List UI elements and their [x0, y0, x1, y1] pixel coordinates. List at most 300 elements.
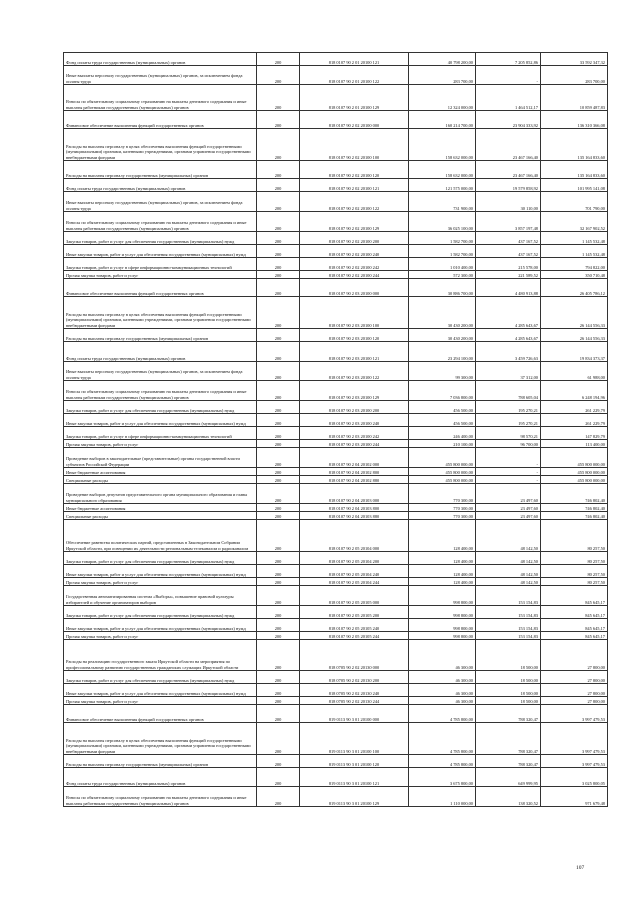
approved-amount: 46 300,00 [409, 697, 476, 705]
income-group-code: 200 [257, 258, 300, 271]
budget-classification-code: 818 0107 90 2 04 20102 000 [300, 448, 409, 468]
table-row [64, 768, 608, 787]
approved-amount: 770 300,00 [409, 504, 476, 512]
executed-amount: 788 605,04 [476, 381, 541, 401]
executed-amount: 7 205 852,86 [476, 53, 541, 66]
income-group-code: 200 [257, 586, 300, 606]
income-group-code: 200 [257, 619, 300, 632]
executed-amount: 48 142,50 [476, 552, 541, 565]
budget-classification-code: 818 0107 90 2 03 20100 240 [300, 414, 409, 427]
budget-item-name: Закупка товаров, работ и услуг для обеспечения государственных (муниципальных) нужд [64, 232, 257, 245]
unexecuted-amount: 27 800,00 [541, 671, 608, 684]
executed-amount: 215 578,00 [476, 258, 541, 271]
budget-classification-code: 818 0107 90 2 02 20100 200 [300, 232, 409, 245]
income-group-code: 200 [257, 640, 300, 671]
table-row [64, 271, 608, 279]
income-group-code: 200 [257, 606, 300, 619]
approved-amount: 1 582 700,00 [409, 245, 476, 258]
executed-amount: 37 312,00 [476, 362, 541, 381]
budget-classification-code: 818 0107 90 2 05 20104 240 [300, 565, 409, 578]
income-group-code: 200 [257, 161, 300, 179]
budget-item-name: Иные закупки товаров, работ и услуг для обеспечения государственных (муниципальных) нужд [64, 245, 257, 258]
unexecuted-amount: 1 145 532,48 [541, 245, 608, 258]
income-group-code: 200 [257, 520, 300, 552]
income-group-code: 200 [257, 66, 300, 85]
executed-amount: 48 142,50 [476, 565, 541, 578]
income-group-code: 200 [257, 697, 300, 705]
approved-amount: 4 785 800,00 [409, 723, 476, 755]
table-row [64, 440, 608, 448]
approved-amount: 455 800 000,00 [409, 468, 476, 476]
table-row [64, 232, 608, 245]
budget-classification-code: 818 0107 90 2 04 20103 000 [300, 484, 409, 504]
unexecuted-amount: 1 145 532,48 [541, 232, 608, 245]
income-group-code: 200 [257, 212, 300, 232]
table-row [64, 755, 608, 768]
income-group-code: 200 [257, 671, 300, 684]
income-group-code: 200 [257, 192, 300, 212]
unexecuted-amount: 3 025 800,05 [541, 768, 608, 787]
budget-item-name: Прочая закупка товаров, работ и услуг [64, 697, 257, 705]
budget-item-name: Специальные расходы [64, 476, 257, 484]
budget-classification-code: 819 0113 90 3 01 20100 129 [300, 787, 409, 807]
budget-item-name: Расходы на выплаты персоналу в целях обеспечения выполнения функций государственными (муниципальными) органами, казенными учреждениями, органами управления государственными внебюджетными фондами [64, 723, 257, 755]
income-group-code: 200 [257, 578, 300, 586]
unexecuted-amount: 3 997 479,53 [541, 755, 608, 768]
approved-amount: 158 632 000,00 [409, 129, 476, 161]
budget-classification-code: 818 0107 90 2 02 20100 244 [300, 271, 409, 279]
budget-classification-code: 818 0705 90 2 02 20130 240 [300, 684, 409, 697]
table-row [64, 705, 608, 723]
unexecuted-amount: 845 645,17 [541, 606, 608, 619]
table-row [64, 468, 608, 476]
unexecuted-amount: 845 645,17 [541, 632, 608, 640]
income-group-code: 200 [257, 723, 300, 755]
income-group-code: 200 [257, 768, 300, 787]
income-group-code: 200 [257, 552, 300, 565]
income-group-code: 200 [257, 414, 300, 427]
budget-classification-code: 818 0107 90 2 03 20100 122 [300, 362, 409, 381]
unexecuted-amount: 455 800 000,00 [541, 476, 608, 484]
budget-item-name: Прочая закупка товаров, работ и услуг [64, 578, 257, 586]
budget-classification-code: 818 0107 90 2 04 20102 880 [300, 476, 409, 484]
budget-item-name: Финансовое обеспечение выполнения функций государственных органов [64, 279, 257, 297]
income-group-code: 200 [257, 755, 300, 768]
table-row [64, 401, 608, 414]
budget-item-name: Проведение выборов депутатов представительного органа муниципального образования и главы муниципального образования [64, 484, 257, 504]
approved-amount: 210 100,00 [409, 440, 476, 448]
approved-amount: 1 582 700,00 [409, 232, 476, 245]
budget-classification-code: 818 0107 90 2 03 20100 244 [300, 440, 409, 448]
table-row [64, 161, 608, 179]
budget-classification-code: 818 0107 90 2 02 20100 129 [300, 212, 409, 232]
budget-classification-code: 818 0107 90 2 01 20100 121 [300, 53, 409, 66]
unexecuted-amount: 845 645,17 [541, 619, 608, 632]
income-group-code: 200 [257, 512, 300, 520]
executed-amount: 23 467 166,40 [476, 161, 541, 179]
approved-amount: 456 500,00 [409, 401, 476, 414]
budget-classification-code: 819 0113 90 3 01 20100 120 [300, 755, 409, 768]
approved-amount: 455 800 000,00 [409, 448, 476, 468]
approved-amount: 455 800 000,00 [409, 476, 476, 484]
table-row [64, 578, 608, 586]
unexecuted-amount: 27 800,00 [541, 684, 608, 697]
approved-amount: 770 300,00 [409, 484, 476, 504]
budget-classification-code: 818 0107 90 2 04 20102 800 [300, 468, 409, 476]
budget-item-name: Иные выплаты персоналу государственных (муниципальных) органов, за исключением фонда оплаты труда [64, 362, 257, 381]
budget-item-name: Финансовое обеспечение выполнения функций государственных органов [64, 705, 257, 723]
budget-item-name: Иные бюджетные ассигнования [64, 504, 257, 512]
unexecuted-amount: 136 310 366,08 [541, 111, 608, 129]
budget-item-name: Взносы по обязательному социальному страхованию на выплаты денежного содержания и иные выплаты работникам государственных (муниципальных) органов [64, 212, 257, 232]
table-row [64, 111, 608, 129]
income-group-code: 200 [257, 381, 300, 401]
table-row [64, 684, 608, 697]
approved-amount: 160 214 700,00 [409, 111, 476, 129]
approved-amount: 128 400,00 [409, 565, 476, 578]
executed-amount: 23 497,60 [476, 504, 541, 512]
executed-amount: 3 857 197,48 [476, 212, 541, 232]
unexecuted-amount: 283 700,00 [541, 66, 608, 85]
unexecuted-amount: 455 800 000,00 [541, 468, 608, 476]
budget-item-name: Государственная автоматизированная система «Выборы», повышение правовой культуры избирателей и обучение организаторов выборов [64, 586, 257, 606]
budget-item-name: Иные закупки товаров, работ и услуг для обеспечения государственных (муниципальных) нужд [64, 684, 257, 697]
unexecuted-amount: 746 802,40 [541, 504, 608, 512]
table-row [64, 476, 608, 484]
table-row [64, 362, 608, 381]
executed-amount: 18 500,00 [476, 684, 541, 697]
executed-amount: 195 270,21 [476, 414, 541, 427]
unexecuted-amount: 27 800,00 [541, 640, 608, 671]
table-row [64, 552, 608, 565]
income-group-code: 200 [257, 179, 300, 192]
budget-item-name: Иные бюджетные ассигнования [64, 468, 257, 476]
budget-item-name: Фонд оплаты труда государственных (муниципальных) органов [64, 53, 257, 66]
table-row [64, 212, 608, 232]
executed-amount: 23 467 166,40 [476, 129, 541, 161]
unexecuted-amount: 794 822,00 [541, 258, 608, 271]
executed-amount: 153 154,83 [476, 632, 541, 640]
executed-amount: 153 154,83 [476, 619, 541, 632]
executed-amount: 23 497,60 [476, 512, 541, 520]
table-row [64, 245, 608, 258]
executed-amount: 138 320,52 [476, 787, 541, 807]
table-row [64, 586, 608, 606]
budget-classification-code: 818 0107 90 2 03 20100 100 [300, 297, 409, 329]
table-row [64, 258, 608, 271]
income-group-code: 200 [257, 484, 300, 504]
budget-item-name: Расходы на выплаты персоналу государственных (муниципальных) органов [64, 161, 257, 179]
budget-classification-code: 818 0107 90 2 05 20104 244 [300, 578, 409, 586]
approved-amount: 572 300,00 [409, 271, 476, 279]
approved-amount: 128 400,00 [409, 552, 476, 565]
income-group-code: 200 [257, 53, 300, 66]
executed-amount: 23 904 333,92 [476, 111, 541, 129]
executed-amount: 195 270,21 [476, 401, 541, 414]
budget-classification-code: 818 0107 90 2 03 20100 121 [300, 342, 409, 362]
approved-amount: 4 785 800,00 [409, 755, 476, 768]
unexecuted-amount: 261 229,79 [541, 401, 608, 414]
approved-amount: 998 800,00 [409, 606, 476, 619]
approved-amount: 30 886 700,00 [409, 279, 476, 297]
executed-amount: 788 320,47 [476, 755, 541, 768]
budget-item-name: Закупка товаров, работ и услуг для обеспечения государственных (муниципальных) нужд [64, 671, 257, 684]
approved-amount: 283 700,00 [409, 66, 476, 85]
budget-item-name: Проведение выборов в законодательные (представительные) органы государственной власти субъектов Российской Федерации [64, 448, 257, 468]
unexecuted-amount: 80 257,50 [541, 520, 608, 552]
income-group-code: 200 [257, 279, 300, 297]
approved-amount: 998 800,00 [409, 632, 476, 640]
budget-classification-code: 818 0107 90 2 02 20100 240 [300, 245, 409, 258]
budget-item-name: Прочая закупка товаров, работ и услуг [64, 271, 257, 279]
budget-classification-code: 818 0107 90 2 03 20100 129 [300, 381, 409, 401]
unexecuted-amount: 19 834 373,37 [541, 342, 608, 362]
income-group-code: 200 [257, 362, 300, 381]
executed-amount: 4 285 643,67 [476, 297, 541, 329]
approved-amount: 30 430 200,00 [409, 329, 476, 342]
income-group-code: 200 [257, 468, 300, 476]
executed-amount: 18 500,00 [476, 640, 541, 671]
executed-amount: 437 167,52 [476, 232, 541, 245]
budget-item-name: Специальные расходы [64, 512, 257, 520]
unexecuted-amount: 845 645,17 [541, 586, 608, 606]
executed-amount: - [476, 476, 541, 484]
budget-item-name: Прочая закупка товаров, работ и услуг [64, 632, 257, 640]
table-row [64, 512, 608, 520]
unexecuted-amount: 10 859 487,83 [541, 85, 608, 111]
table-row [64, 723, 608, 755]
table-row [64, 632, 608, 640]
executed-amount: - [476, 66, 541, 85]
budget-classification-code: 818 0705 90 2 02 20130 244 [300, 697, 409, 705]
unexecuted-amount: 3 997 479,53 [541, 723, 608, 755]
unexecuted-amount: 6 248 194,96 [541, 381, 608, 401]
table-row [64, 606, 608, 619]
approved-amount: 158 632 000,00 [409, 161, 476, 179]
approved-amount: 1 110 000,00 [409, 787, 476, 807]
unexecuted-amount: 61 988,00 [541, 362, 608, 381]
unexecuted-amount: 26 144 556,33 [541, 297, 608, 329]
budget-item-name: Закупка товаров, работ и услуг в сфере информационно-коммуникационных технологий [64, 427, 257, 440]
table-row [64, 381, 608, 401]
table-row [64, 520, 608, 552]
income-group-code: 200 [257, 342, 300, 362]
budget-item-name: Обеспечение равенства политических партий, представленных в Законодательном Собрании Иркутской области, при освещении их деятельности региональным телеканалом и радиоканалом [64, 520, 257, 552]
table-row [64, 66, 608, 85]
budget-classification-code: 819 0113 90 3 01 20100 121 [300, 768, 409, 787]
executed-amount: 788 320,47 [476, 723, 541, 755]
executed-amount: 48 142,50 [476, 578, 541, 586]
approved-amount: 4 785 800,00 [409, 705, 476, 723]
table-row [64, 697, 608, 705]
income-group-code: 200 [257, 448, 300, 468]
unexecuted-amount: 746 802,40 [541, 484, 608, 504]
budget-classification-code: 818 0107 90 2 02 20100 120 [300, 161, 409, 179]
approved-amount: 731 900,00 [409, 192, 476, 212]
budget-item-name: Расходы на выплаты персоналу государственных (муниципальных) органов [64, 755, 257, 768]
unexecuted-amount: 350 710,48 [541, 271, 608, 279]
income-group-code: 200 [257, 787, 300, 807]
income-group-code: 200 [257, 271, 300, 279]
budget-classification-code: 818 0107 90 2 04 20103 880 [300, 512, 409, 520]
table-row [64, 448, 608, 468]
income-group-code: 200 [257, 111, 300, 129]
income-group-code: 200 [257, 129, 300, 161]
executed-amount: - [476, 468, 541, 476]
budget-item-name: Иные выплаты персоналу государственных (муниципальных) органов, за исключением фонда оплаты труда [64, 192, 257, 212]
unexecuted-amount: 746 802,40 [541, 512, 608, 520]
table-row [64, 329, 608, 342]
income-group-code: 200 [257, 427, 300, 440]
budget-classification-code: 818 0705 90 2 02 20130 000 [300, 640, 409, 671]
budget-item-name: Иные выплаты персоналу государственных (муниципальных) органов, за исключением фонда оплаты труда [64, 66, 257, 85]
budget-item-name: Взносы по обязательному социальному страхованию на выплаты денежного содержания и иные выплаты работникам государственных (муниципальных) органов [64, 85, 257, 111]
approved-amount: 36 025 100,00 [409, 212, 476, 232]
unexecuted-amount: 261 229,79 [541, 414, 608, 427]
budget-classification-code: 818 0107 90 2 05 20105 244 [300, 632, 409, 640]
budget-classification-code: 818 0705 90 2 02 20130 200 [300, 671, 409, 684]
approved-amount: 30 430 200,00 [409, 297, 476, 329]
income-group-code: 200 [257, 245, 300, 258]
executed-amount: 4 285 643,67 [476, 329, 541, 342]
unexecuted-amount: 32 167 902,52 [541, 212, 608, 232]
budget-item-name: Закупка товаров, работ и услуг для обеспечения государственных (муниципальных) нужд [64, 606, 257, 619]
table-row [64, 484, 608, 504]
budget-item-name: Расходы на выплаты персоналу в целях обеспечения выполнения функций государственными (муниципальными) органами, казенными учреждениями, органами управления государственными внебюджетными фондами [64, 297, 257, 329]
budget-classification-code: 818 0107 90 2 03 20100 200 [300, 401, 409, 414]
executed-amount: 153 154,83 [476, 606, 541, 619]
income-group-code: 200 [257, 565, 300, 578]
income-group-code: 200 [257, 401, 300, 414]
table-row [64, 504, 608, 512]
approved-amount: 456 500,00 [409, 414, 476, 427]
executed-amount: 23 497,60 [476, 484, 541, 504]
budget-classification-code: 818 0107 90 2 05 20105 000 [300, 586, 409, 606]
budget-item-name: Прочая закупка товаров, работ и услуг [64, 440, 257, 448]
approved-amount: 3 675 800,00 [409, 768, 476, 787]
approved-amount: 121 575 000,00 [409, 179, 476, 192]
page-number: 107 [576, 865, 585, 871]
unexecuted-amount: 701 790,00 [541, 192, 608, 212]
budget-classification-code: 818 0107 90 2 05 20104 200 [300, 552, 409, 565]
approved-amount: 998 800,00 [409, 586, 476, 606]
budget-item-name: Расходы на выплаты персоналу в целях обеспечения выполнения функций государственными (муниципальными) органами, казенными учреждениями, органами управления государственными внебюджетными фондами [64, 129, 257, 161]
table-row [64, 85, 608, 111]
budget-classification-code: 818 0107 90 2 05 20105 240 [300, 619, 409, 632]
table-row [64, 427, 608, 440]
unexecuted-amount: 26 144 556,33 [541, 329, 608, 342]
executed-amount: - [476, 448, 541, 468]
unexecuted-amount: 3 997 479,53 [541, 705, 608, 723]
unexecuted-amount: 147 829,79 [541, 427, 608, 440]
budget-table-body [64, 53, 608, 807]
unexecuted-amount: 455 800 000,00 [541, 448, 608, 468]
budget-execution-table [63, 52, 608, 807]
executed-amount: 18 500,00 [476, 697, 541, 705]
executed-amount: 19 579 858,92 [476, 179, 541, 192]
budget-item-name: Фонд оплаты труда государственных (муниципальных) органов [64, 768, 257, 787]
budget-classification-code: 818 0107 90 2 03 20100 000 [300, 279, 409, 297]
table-row [64, 671, 608, 684]
approved-amount: 128 400,00 [409, 520, 476, 552]
unexecuted-amount: 80 257,50 [541, 565, 608, 578]
income-group-code: 200 [257, 232, 300, 245]
approved-amount: 7 036 800,00 [409, 381, 476, 401]
table-row [64, 565, 608, 578]
unexecuted-amount: 971 679,48 [541, 787, 608, 807]
budget-classification-code: 818 0107 90 2 02 20100 121 [300, 179, 409, 192]
budget-classification-code: 818 0107 90 2 03 20100 242 [300, 427, 409, 440]
unexecuted-amount: 26 405 786,12 [541, 279, 608, 297]
table-row [64, 279, 608, 297]
budget-item-name: Финансовое обеспечение выполнения функций государственных органов [64, 111, 257, 129]
budget-classification-code: 818 0107 90 2 01 20100 122 [300, 66, 409, 85]
budget-item-name: Закупка товаров, работ и услуг для обеспечения государственных (муниципальных) нужд [64, 552, 257, 565]
budget-item-name: Расходы на выплаты персоналу государственных (муниципальных) органов [64, 329, 257, 342]
approved-amount: 770 300,00 [409, 512, 476, 520]
unexecuted-amount: 33 592 347,32 [541, 53, 608, 66]
executed-amount: 221 589,52 [476, 271, 541, 279]
unexecuted-amount: 101 995 141,08 [541, 179, 608, 192]
executed-amount: 98 570,21 [476, 427, 541, 440]
approved-amount: 99 300,00 [409, 362, 476, 381]
budget-item-name: Взносы по обязательному социальному страхованию на выплаты денежного содержания и иные выплаты работникам государственных (муниципальных) органов [64, 381, 257, 401]
budget-classification-code: 818 0107 90 2 02 20100 100 [300, 129, 409, 161]
table-row [64, 619, 608, 632]
budget-item-name: Фонд оплаты труда государственных (муниципальных) органов [64, 179, 257, 192]
table-row [64, 787, 608, 807]
budget-item-name: Закупка товаров, работ и услуг для обеспечения государственных (муниципальных) нужд [64, 401, 257, 414]
budget-classification-code: 818 0107 90 2 02 20100 000 [300, 111, 409, 129]
budget-item-name: Фонд оплаты труда государственных (муниципальных) органов [64, 342, 257, 362]
budget-item-name: Иные закупки товаров, работ и услуг для обеспечения государственных (муниципальных) нужд [64, 619, 257, 632]
approved-amount: 46 300,00 [409, 640, 476, 671]
unexecuted-amount: 113 400,00 [541, 440, 608, 448]
budget-classification-code: 818 0107 90 2 02 20100 122 [300, 192, 409, 212]
budget-classification-code: 818 0107 90 2 04 20103 800 [300, 504, 409, 512]
approved-amount: 998 800,00 [409, 619, 476, 632]
approved-amount: 246 400,00 [409, 427, 476, 440]
approved-amount: 128 400,00 [409, 578, 476, 586]
income-group-code: 200 [257, 85, 300, 111]
table-row [64, 297, 608, 329]
executed-amount: 48 142,50 [476, 520, 541, 552]
budget-table-sheet [63, 52, 605, 807]
table-row [64, 640, 608, 671]
executed-amount: 153 154,83 [476, 586, 541, 606]
income-group-code: 200 [257, 684, 300, 697]
approved-amount: 46 300,00 [409, 671, 476, 684]
executed-amount: 437 167,52 [476, 245, 541, 258]
table-row [64, 414, 608, 427]
table-row [64, 53, 608, 66]
table-row [64, 192, 608, 212]
table-row [64, 179, 608, 192]
executed-amount: 1 464 512,17 [476, 85, 541, 111]
income-group-code: 200 [257, 440, 300, 448]
table-row [64, 129, 608, 161]
approved-amount: 12 324 000,00 [409, 85, 476, 111]
budget-item-name: Расходы на реализацию государственного заказа Иркутской области на мероприятия по профессиональному развитию государственных гражданских служащих Иркутской области [64, 640, 257, 671]
executed-amount: 30 110,00 [476, 192, 541, 212]
executed-amount: 3 459 726,63 [476, 342, 541, 362]
approved-amount: 40 798 200,00 [409, 53, 476, 66]
unexecuted-amount: 80 257,50 [541, 578, 608, 586]
budget-classification-code: 818 0107 90 2 05 20104 000 [300, 520, 409, 552]
executed-amount: 96 700,00 [476, 440, 541, 448]
executed-amount: 788 320,47 [476, 705, 541, 723]
budget-classification-code: 818 0107 90 2 05 20105 200 [300, 606, 409, 619]
